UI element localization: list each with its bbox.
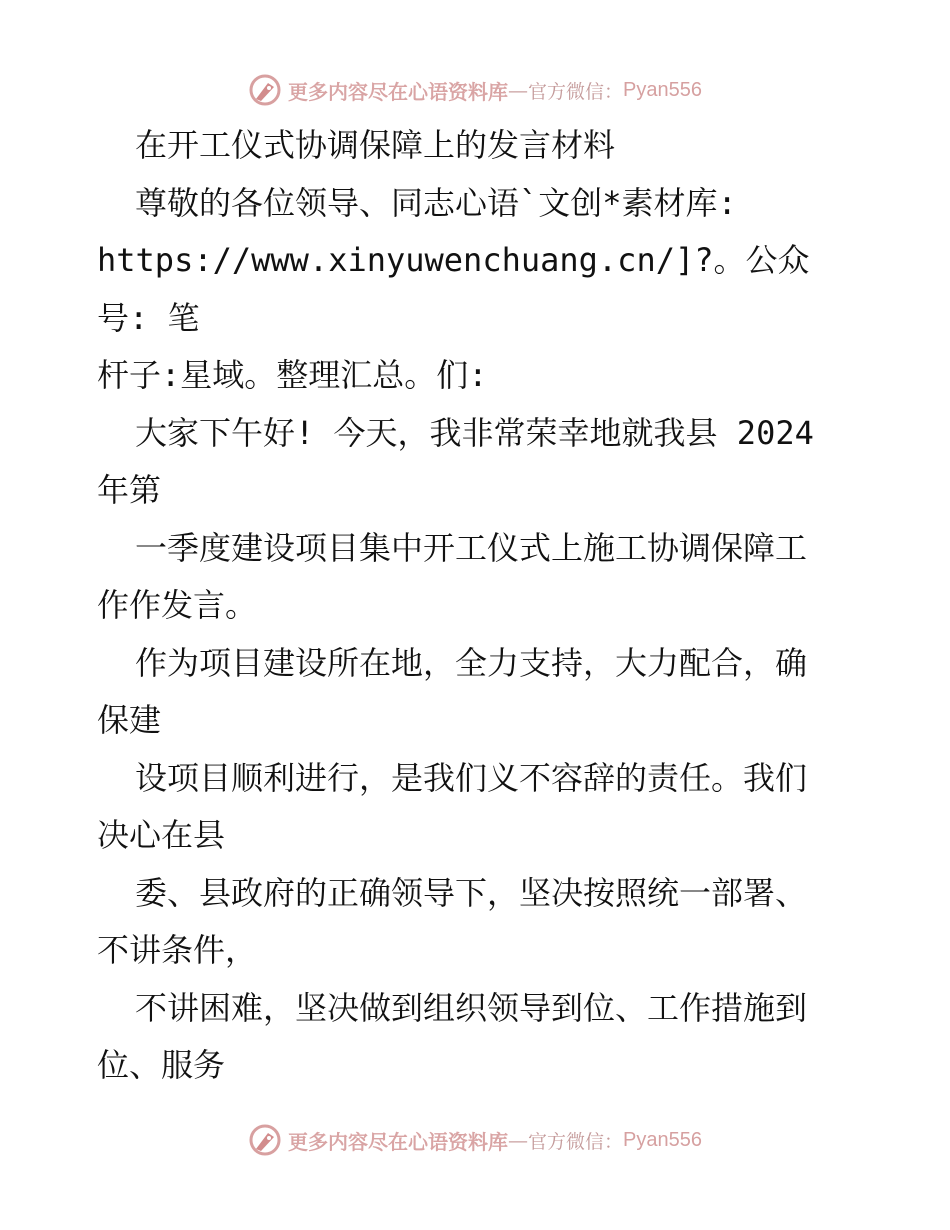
text-line: 保建 xyxy=(97,701,162,739)
text-line: 不讲困难，坚决做到组织领导到位、工作措施到 xyxy=(135,988,808,1027)
text-line: 一季度建设项目集中开工仪式上施工协调保障工 xyxy=(135,528,808,567)
watermark-separator: — xyxy=(508,1128,528,1152)
text-line: 作作发言。 xyxy=(97,586,258,624)
text-line: 决心在县 xyxy=(97,816,226,854)
text-line: https://www.xinyuwenchuang.cn/]?。公众号: 笔 xyxy=(97,241,810,337)
footer-watermark xyxy=(0,1120,950,1160)
document-body xyxy=(97,117,857,1095)
watermark-text: 更多内容尽在心语资料库 xyxy=(288,1129,508,1154)
pen-nib-logo-icon xyxy=(248,1123,282,1157)
text-line: 委、县政府的正确领导下，坚决按照统一部署、 xyxy=(135,873,808,912)
text-line: 杆子:星域。整理汇总。们: xyxy=(97,356,488,394)
header-watermark xyxy=(0,70,950,110)
text-line: 年第 xyxy=(97,471,162,509)
text-line: 尊敬的各位领导、同志心语`文创*素材库: xyxy=(135,183,737,222)
text-line: 作为项目建设所在地，全力支持，大力配合，确 xyxy=(135,643,808,682)
text-line: 不讲条件， xyxy=(97,931,258,969)
text-line: 设项目顺利进行，是我们义不容辞的责任。我们 xyxy=(135,758,808,797)
watermark-separator: — xyxy=(508,78,528,102)
title-line: 在开工仪式协调保障上的发言材料 xyxy=(135,126,616,164)
watermark-id: Pyan556 xyxy=(623,78,702,101)
watermark-suffix: 官方微信： xyxy=(528,80,624,103)
text-line: 位、服务 xyxy=(97,1046,226,1084)
pen-nib-logo-icon xyxy=(248,73,282,107)
watermark-id: Pyan556 xyxy=(623,1128,702,1151)
text-line: 大家下午好! 今天，我非常荣幸地就我县 2024 xyxy=(135,413,814,452)
watermark-suffix: 官方微信： xyxy=(528,1130,624,1153)
watermark-text: 更多内容尽在心语资料库 xyxy=(288,79,508,104)
